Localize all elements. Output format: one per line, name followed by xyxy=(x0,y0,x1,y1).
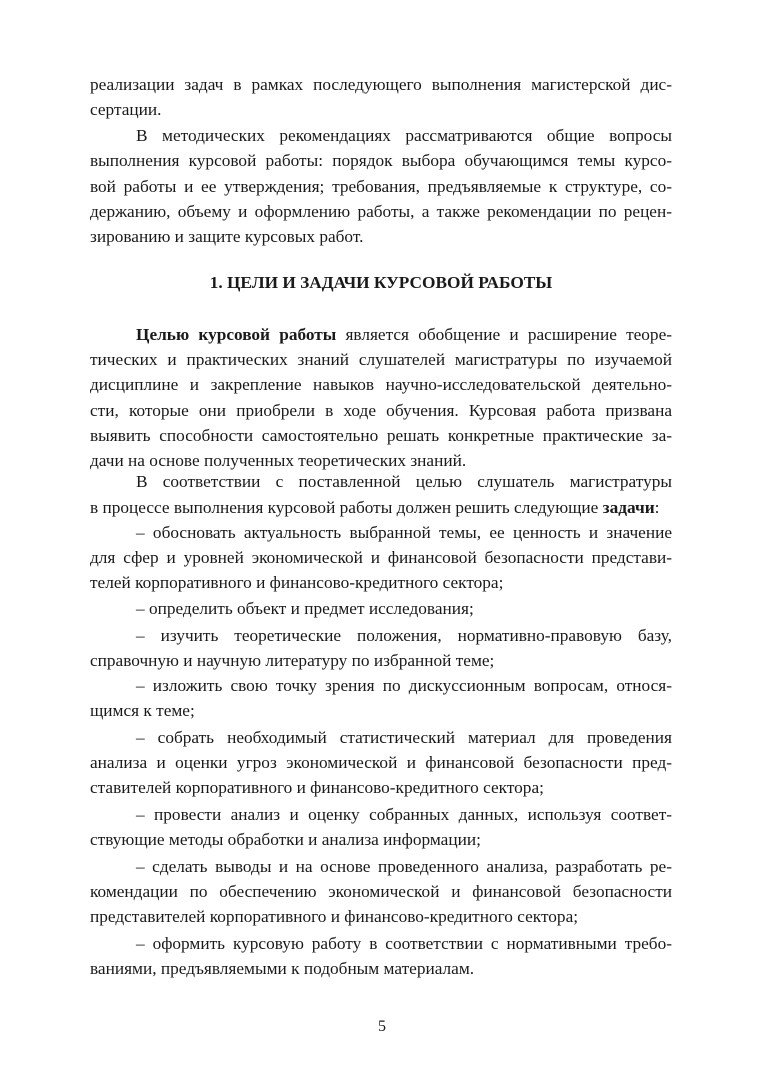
text-line: ствующие методы обработки и анализа информации; xyxy=(90,830,481,849)
text-line: В методических рекомендациях рассматриваются общие вопросы xyxy=(136,126,672,145)
text-line: сти, которые они приобрели в ходе обучения. Курсовая работа призвана xyxy=(90,401,672,420)
tasks-intro-text: в процессе выполнения курсовой работы должен решить следующие xyxy=(90,498,603,517)
text-line: дачи на основе полученных теоретических знаний. xyxy=(90,451,467,470)
text-line: выявить способности самостоятельно решать конкретные практические за- xyxy=(90,426,672,445)
list-item: – обосновать актуальность выбранной темы, ее ценность и значение xyxy=(136,523,672,542)
text-line: представителей корпоративного и финансово-кредитного сектора; xyxy=(90,907,579,926)
text-line xyxy=(90,323,672,347)
page-number: 5 xyxy=(378,1018,386,1035)
text-line: комендации по обеспечению экономической и финансовой безопасности xyxy=(90,882,672,901)
list-item: – изучить теоретические положения, нормативно-правовую базу, xyxy=(136,626,672,645)
text-line: зированию и защите курсовых работ. xyxy=(90,227,364,246)
text-line: держанию, объему и оформлению работы, а также рекомендации по рецен- xyxy=(90,202,672,221)
list-item: – сделать выводы и на основе проведенного анализа, разработать ре- xyxy=(136,857,672,876)
goal-first-line-rest: является обобщение и расширение теоре- xyxy=(336,325,672,344)
text-line: сертации. xyxy=(90,100,162,119)
text-line: анализа и оценки угроз экономической и финансовой безопасности пред- xyxy=(90,753,672,772)
list-item: – изложить свою точку зрения по дискуссионным вопросам, относя- xyxy=(136,676,672,695)
text-line: В соответствии с поставленной целью слушатель магистратуры xyxy=(136,472,672,491)
list-item: – провести анализ и оценку собранных данных, используя соответ- xyxy=(136,805,672,824)
text-line: для сфер и уровней экономической и финансовой безопасности представи- xyxy=(90,548,672,567)
text-line: телей корпоративного и финансово-кредитного сектора; xyxy=(90,573,504,592)
list-item: – оформить курсовую работу в соответствии с нормативными требо- xyxy=(136,934,672,953)
section-heading: 1. ЦЕЛИ И ЗАДАЧИ КУРСОВОЙ РАБОТЫ xyxy=(209,273,553,292)
text-line: дисциплине и закрепление навыков научно-исследовательской деятельно- xyxy=(90,375,672,394)
text-line: ваниями, предъявляемыми к подобным материалам. xyxy=(90,959,475,978)
goal-bold-lead: Целью курсовой работы xyxy=(136,325,337,344)
text-line: ставителей корпоративного и финансово-кредитного сектора; xyxy=(90,778,544,797)
text-line: выполнения курсовой работы: порядок выбора обучающимся темы курсо- xyxy=(90,151,672,170)
tasks-intro-bold: задачи xyxy=(602,498,655,517)
text-line: справочную и научную литературу по избранной теме; xyxy=(90,651,495,670)
text-line xyxy=(90,496,672,520)
text-line: вой работы и ее утверждения; требования, предъявляемые к структуре, со- xyxy=(90,177,672,196)
text-line: щимся к теме; xyxy=(90,701,195,720)
list-item: – собрать необходимый статистический материал для проведения xyxy=(136,728,672,747)
text-line: тических и практических знаний слушателей магистратуры по изучаемой xyxy=(90,350,672,369)
list-item: – определить объект и предмет исследования; xyxy=(136,599,474,618)
text-line: реализации задач в рамках последующего выполнения магистерской дис- xyxy=(90,75,672,94)
tasks-intro-end: : xyxy=(654,498,660,517)
